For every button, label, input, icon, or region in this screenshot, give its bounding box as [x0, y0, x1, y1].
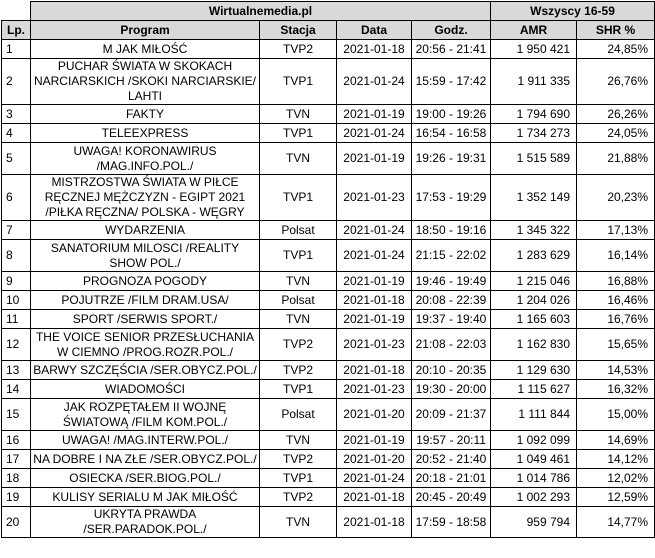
cell-godz: 20:09 - 21:37: [412, 399, 491, 431]
cell-amr: 1 215 046: [491, 272, 577, 291]
table-row: [2, 488, 655, 507]
column-header-row: [2, 21, 655, 40]
cell-shr: 14,53%: [577, 361, 655, 380]
cell-stacja: TVP1: [260, 124, 337, 143]
table-row: [2, 469, 655, 488]
cell-program: POJUTRZE /FILM DRAM.USA/: [31, 291, 260, 310]
cell-data: 2021-01-24: [337, 469, 412, 488]
cell-amr: 1 734 273: [491, 124, 577, 143]
cell-program: PUCHAR ŚWIATA W SKOKACH NARCIARSKICH /SKOKI NARCIARSKIE/ LAHTI: [31, 59, 260, 105]
cell-program: FAKTY: [31, 105, 260, 124]
table-row: [2, 291, 655, 310]
cell-amr: 1 283 629: [491, 240, 577, 272]
table-row: [2, 221, 655, 240]
cell-program: TELEEXPRESS: [31, 124, 260, 143]
cell-program: PROGNOZA POGODY: [31, 272, 260, 291]
cell-program: UWAGA! /MAG.INTERW.POL./: [31, 431, 260, 450]
cell-program: SPORT /SERWIS SPORT./: [31, 310, 260, 329]
cell-amr: 1 014 786: [491, 469, 577, 488]
cell-godz: 15:59 - 17:42: [412, 59, 491, 105]
cell-amr: 1 049 461: [491, 450, 577, 469]
cell-data: 2021-01-23: [337, 380, 412, 399]
cell-stacja: TVN: [260, 310, 337, 329]
cell-shr: 16,46%: [577, 291, 655, 310]
cell-stacja: TVP2: [260, 450, 337, 469]
cell-godz: 18:50 - 19:16: [412, 221, 491, 240]
table-row: [2, 240, 655, 272]
cell-lp: 1: [2, 40, 31, 59]
cell-shr: 16,32%: [577, 380, 655, 399]
cell-shr: 21,88%: [577, 143, 655, 175]
cell-program: JAK ROZPĘTAŁEM II WOJNĘ ŚWIATOWĄ /FILM KOM.POL./: [31, 399, 260, 431]
cell-stacja: TVP1: [260, 469, 337, 488]
table-row: [2, 59, 655, 105]
cell-lp: 16: [2, 431, 31, 450]
cell-stacja: TVN: [260, 143, 337, 175]
cell-lp: 10: [2, 291, 31, 310]
group-header: Wszyscy 16-59: [491, 2, 655, 21]
cell-shr: 14,69%: [577, 431, 655, 450]
cell-lp: 15: [2, 399, 31, 431]
cell-program: BARWY SZCZĘŚCIA /SER.OBYCZ.POL./: [31, 361, 260, 380]
cell-amr: 1 092 099: [491, 431, 577, 450]
cell-lp: 8: [2, 240, 31, 272]
cell-data: 2021-01-20: [337, 399, 412, 431]
cell-lp: 18: [2, 469, 31, 488]
cell-program: NA DOBRE I NA ZŁE /SER.OBYCZ.POL./: [31, 450, 260, 469]
cell-godz: 17:53 - 19:29: [412, 175, 491, 221]
cell-godz: 21:08 - 22:03: [412, 329, 491, 361]
table-row: [2, 143, 655, 175]
cell-program: WIADOMOŚCI: [31, 380, 260, 399]
table-body: [2, 40, 655, 538]
cell-lp: 13: [2, 361, 31, 380]
cell-godz: 20:52 - 21:40: [412, 450, 491, 469]
cell-stacja: Polsat: [260, 291, 337, 310]
cell-shr: 15,00%: [577, 399, 655, 431]
table-row: [2, 40, 655, 59]
cell-stacja: TVP2: [260, 40, 337, 59]
cell-data: 2021-01-23: [337, 175, 412, 221]
cell-godz: 19:57 - 20:11: [412, 431, 491, 450]
cell-lp: 5: [2, 143, 31, 175]
cell-stacja: TVP2: [260, 361, 337, 380]
table-row: [2, 124, 655, 143]
cell-shr: 24,85%: [577, 40, 655, 59]
cell-program: MISTRZOSTWA ŚWIATA W PIŁCE RĘCZNEJ MĘŻCZYZN - EGIPT 2021 /PIŁKA RĘCZNA/ POLSKA - WĘGRY: [31, 175, 260, 221]
cell-godz: 19:37 - 19:40: [412, 310, 491, 329]
cell-lp: 9: [2, 272, 31, 291]
cell-data: 2021-01-19: [337, 105, 412, 124]
cell-shr: 24,05%: [577, 124, 655, 143]
col-header-godz: Godz.: [412, 21, 491, 40]
cell-stacja: TVP2: [260, 329, 337, 361]
cell-program: SANATORIUM MILOSCI /REALITY SHOW POL./: [31, 240, 260, 272]
cell-amr: 1 162 830: [491, 329, 577, 361]
table-row: [2, 105, 655, 124]
cell-lp: 11: [2, 310, 31, 329]
cell-data: 2021-01-24: [337, 124, 412, 143]
cell-stacja: TVN: [260, 431, 337, 450]
cell-godz: 16:54 - 16:58: [412, 124, 491, 143]
table-row: [2, 450, 655, 469]
cell-lp: 19: [2, 488, 31, 507]
cell-shr: 14,12%: [577, 450, 655, 469]
col-header-program: Program: [31, 21, 260, 40]
col-header-shr: SHR %: [577, 21, 655, 40]
cell-lp: 14: [2, 380, 31, 399]
cell-program: KULISY SERIALU M JAK MIŁOŚĆ: [31, 488, 260, 507]
cell-program: UKRYTA PRAWDA /SER.PARADOK.POL./: [31, 507, 260, 538]
cell-stacja: TVP1: [260, 380, 337, 399]
cell-lp: 7: [2, 221, 31, 240]
cell-shr: 14,77%: [577, 507, 655, 538]
cell-godz: 20:08 - 22:39: [412, 291, 491, 310]
col-header-amr: AMR: [491, 21, 577, 40]
table-row: [2, 399, 655, 431]
cell-data: 2021-01-19: [337, 143, 412, 175]
cell-stacja: Polsat: [260, 399, 337, 431]
cell-data: 2021-01-24: [337, 240, 412, 272]
table-row: [2, 431, 655, 450]
cell-amr: 1 794 690: [491, 105, 577, 124]
table-row: [2, 361, 655, 380]
cell-amr: 1 950 421: [491, 40, 577, 59]
cell-amr: 1 911 335: [491, 59, 577, 105]
cell-stacja: TVP1: [260, 59, 337, 105]
table-row: [2, 329, 655, 361]
cell-program: UWAGA! KORONAWIRUS /MAG.INFO.POL./: [31, 143, 260, 175]
table-row: [2, 310, 655, 329]
cell-amr: 1 352 149: [491, 175, 577, 221]
cell-godz: 20:10 - 20:35: [412, 361, 491, 380]
cell-amr: 1 002 293: [491, 488, 577, 507]
cell-data: 2021-01-19: [337, 431, 412, 450]
cell-shr: 12,02%: [577, 469, 655, 488]
ratings-table: [1, 1, 655, 538]
cell-amr: 1 115 627: [491, 380, 577, 399]
cell-stacja: Polsat: [260, 221, 337, 240]
cell-amr: 1 129 630: [491, 361, 577, 380]
cell-lp: 2: [2, 59, 31, 105]
cell-data: 2021-01-20: [337, 450, 412, 469]
col-header-data: Data: [337, 21, 412, 40]
cell-shr: 26,26%: [577, 105, 655, 124]
cell-godz: 21:15 - 22:02: [412, 240, 491, 272]
cell-shr: 12,59%: [577, 488, 655, 507]
header-blank-cell: [2, 2, 31, 21]
cell-shr: 15,65%: [577, 329, 655, 361]
cell-amr: 1 204 026: [491, 291, 577, 310]
cell-godz: 17:59 - 18:58: [412, 507, 491, 538]
cell-amr: 1 345 322: [491, 221, 577, 240]
cell-stacja: TVN: [260, 272, 337, 291]
cell-shr: 17,13%: [577, 221, 655, 240]
cell-godz: 19:30 - 20:00: [412, 380, 491, 399]
table-row: [2, 175, 655, 221]
table-row: [2, 272, 655, 291]
cell-stacja: TVP1: [260, 240, 337, 272]
cell-program: OSIECKA /SER.BIOG.POL./: [31, 469, 260, 488]
cell-stacja: TVP2: [260, 488, 337, 507]
cell-data: 2021-01-18: [337, 291, 412, 310]
cell-shr: 16,76%: [577, 310, 655, 329]
cell-data: 2021-01-18: [337, 40, 412, 59]
cell-godz: 19:00 - 19:26: [412, 105, 491, 124]
cell-data: 2021-01-24: [337, 221, 412, 240]
cell-program: THE VOICE SENIOR PRZESŁUCHANIA W CIEMNO /PROG.ROZR.POL./: [31, 329, 260, 361]
cell-data: 2021-01-18: [337, 507, 412, 538]
cell-shr: 20,23%: [577, 175, 655, 221]
cell-data: 2021-01-19: [337, 310, 412, 329]
cell-stacja: TVP1: [260, 175, 337, 221]
cell-lp: 3: [2, 105, 31, 124]
cell-data: 2021-01-18: [337, 361, 412, 380]
cell-lp: 6: [2, 175, 31, 221]
cell-shr: 16,88%: [577, 272, 655, 291]
cell-data: 2021-01-19: [337, 272, 412, 291]
cell-godz: 20:56 - 21:41: [412, 40, 491, 59]
cell-stacja: TVN: [260, 105, 337, 124]
cell-data: 2021-01-18: [337, 488, 412, 507]
cell-lp: 20: [2, 507, 31, 538]
cell-amr: 1 165 603: [491, 310, 577, 329]
cell-data: 2021-01-23: [337, 329, 412, 361]
cell-godz: 20:18 - 21:01: [412, 469, 491, 488]
cell-lp: 17: [2, 450, 31, 469]
cell-shr: 26,76%: [577, 59, 655, 105]
cell-godz: 19:26 - 19:31: [412, 143, 491, 175]
source-header: Wirtualnemedia.pl: [31, 2, 491, 21]
table-row: [2, 507, 655, 538]
cell-amr: 959 794: [491, 507, 577, 538]
table-row: [2, 380, 655, 399]
cell-program: WYDARZENIA: [31, 221, 260, 240]
header-top-row: [2, 2, 655, 21]
cell-amr: 1 515 589: [491, 143, 577, 175]
cell-shr: 16,14%: [577, 240, 655, 272]
cell-stacja: TVN: [260, 507, 337, 538]
cell-lp: 4: [2, 124, 31, 143]
cell-godz: 20:45 - 20:49: [412, 488, 491, 507]
col-header-stacja: Stacja: [260, 21, 337, 40]
cell-lp: 12: [2, 329, 31, 361]
cell-data: 2021-01-24: [337, 59, 412, 105]
cell-amr: 1 111 844: [491, 399, 577, 431]
cell-program: M JAK MIŁOŚĆ: [31, 40, 260, 59]
cell-godz: 19:46 - 19:49: [412, 272, 491, 291]
col-header-lp: Lp.: [2, 21, 31, 40]
